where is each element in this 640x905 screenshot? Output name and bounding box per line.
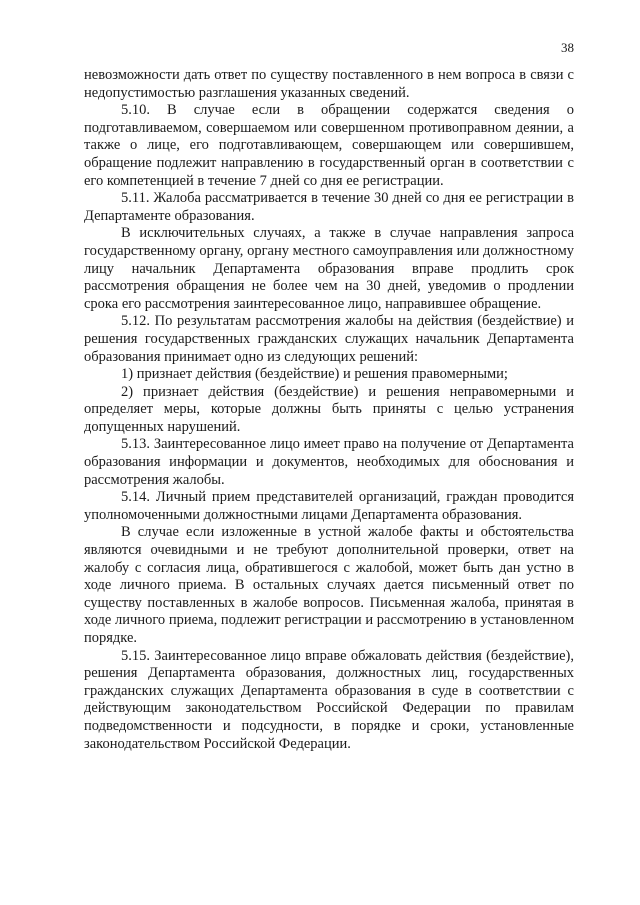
- paragraph-5-12: 5.12. По результатам рассмотрения жалобы на действия (бездействие) и решения государственных гражданских служащих начальник Департамента образования принимает одно из следующих решений:: [84, 313, 574, 365]
- paragraph-continuation: невозможности дать ответ по существу поставленного в нем вопроса в связи с недопустимостью разглашения указанных сведений.: [84, 67, 574, 101]
- paragraph-5-13: 5.13. Заинтересованное лицо имеет право на получение от Департамента образования информации и документов, необходимых для обоснования и рассмотрения жалобы.: [84, 436, 574, 488]
- document-body: [84, 67, 574, 753]
- list-item-2: 2) признает действия (бездействие) и решения неправомерными и определяет меры, которые должны быть приняты с целью устранения допущенных нарушений.: [84, 383, 574, 435]
- paragraph-5-11: 5.11. Жалоба рассматривается в течение 30 дней со дня ее регистрации в Департаменте образования.: [84, 190, 574, 224]
- list-item-1: 1) признает действия (бездействие) и решения правомерными;: [121, 366, 508, 383]
- page-number: 38: [561, 40, 574, 55]
- paragraph-5-15: 5.15. Заинтересованное лицо вправе обжаловать действия (бездействие), решения Департамента образования, должностных лиц, государственных гражданских служащих Департамента образования в суде в соответствии с действующим законодательством Российской Федерации по правилам подведомственности и подсудности, в порядке и сроки, установленные законодательством Российской Федерации.: [84, 647, 574, 752]
- paragraph-5-10: 5.10. В случае если в обращении содержатся сведения о подготавливаемом, совершаемом или совершенном противоправном деянии, а также о лице, его подготавливающем, совершающем или совершившем, обращение подлежит направлению в государственный орган в соответствии с его компетенцией в течение 7 дней со дня ее регистрации.: [84, 102, 574, 189]
- paragraph-oral-complaint: В случае если изложенные в устной жалобе факты и обстоятельства являются очевидными и не требуют дополнительной проверки, ответ на жалобу с согласия лица, обратившегося с жалобой, может быть дан устно в ходе личного приема. В остальных случаях дается письменный ответ по существу поставленных в жалобе вопросов. Письменная жалоба, принятая в ходе личного приема, подлежит регистрации и рассмотрению в установленном порядке.: [84, 524, 574, 646]
- paragraph-5-14: 5.14. Личный прием представителей организаций, граждан проводится уполномоченными должностными лицами Департамента образования.: [84, 489, 574, 523]
- paragraph-exceptional-cases: В исключительных случаях, а также в случае направления запроса государственному органу, органу местного самоуправления или должностному лицу начальник Департамента образования вправе продлить срок рассмотрения обращения не более чем на 30 дней, уведомив о продлении срока его рассмотрения заинтересованное лицо, направившее обращение.: [84, 225, 574, 312]
